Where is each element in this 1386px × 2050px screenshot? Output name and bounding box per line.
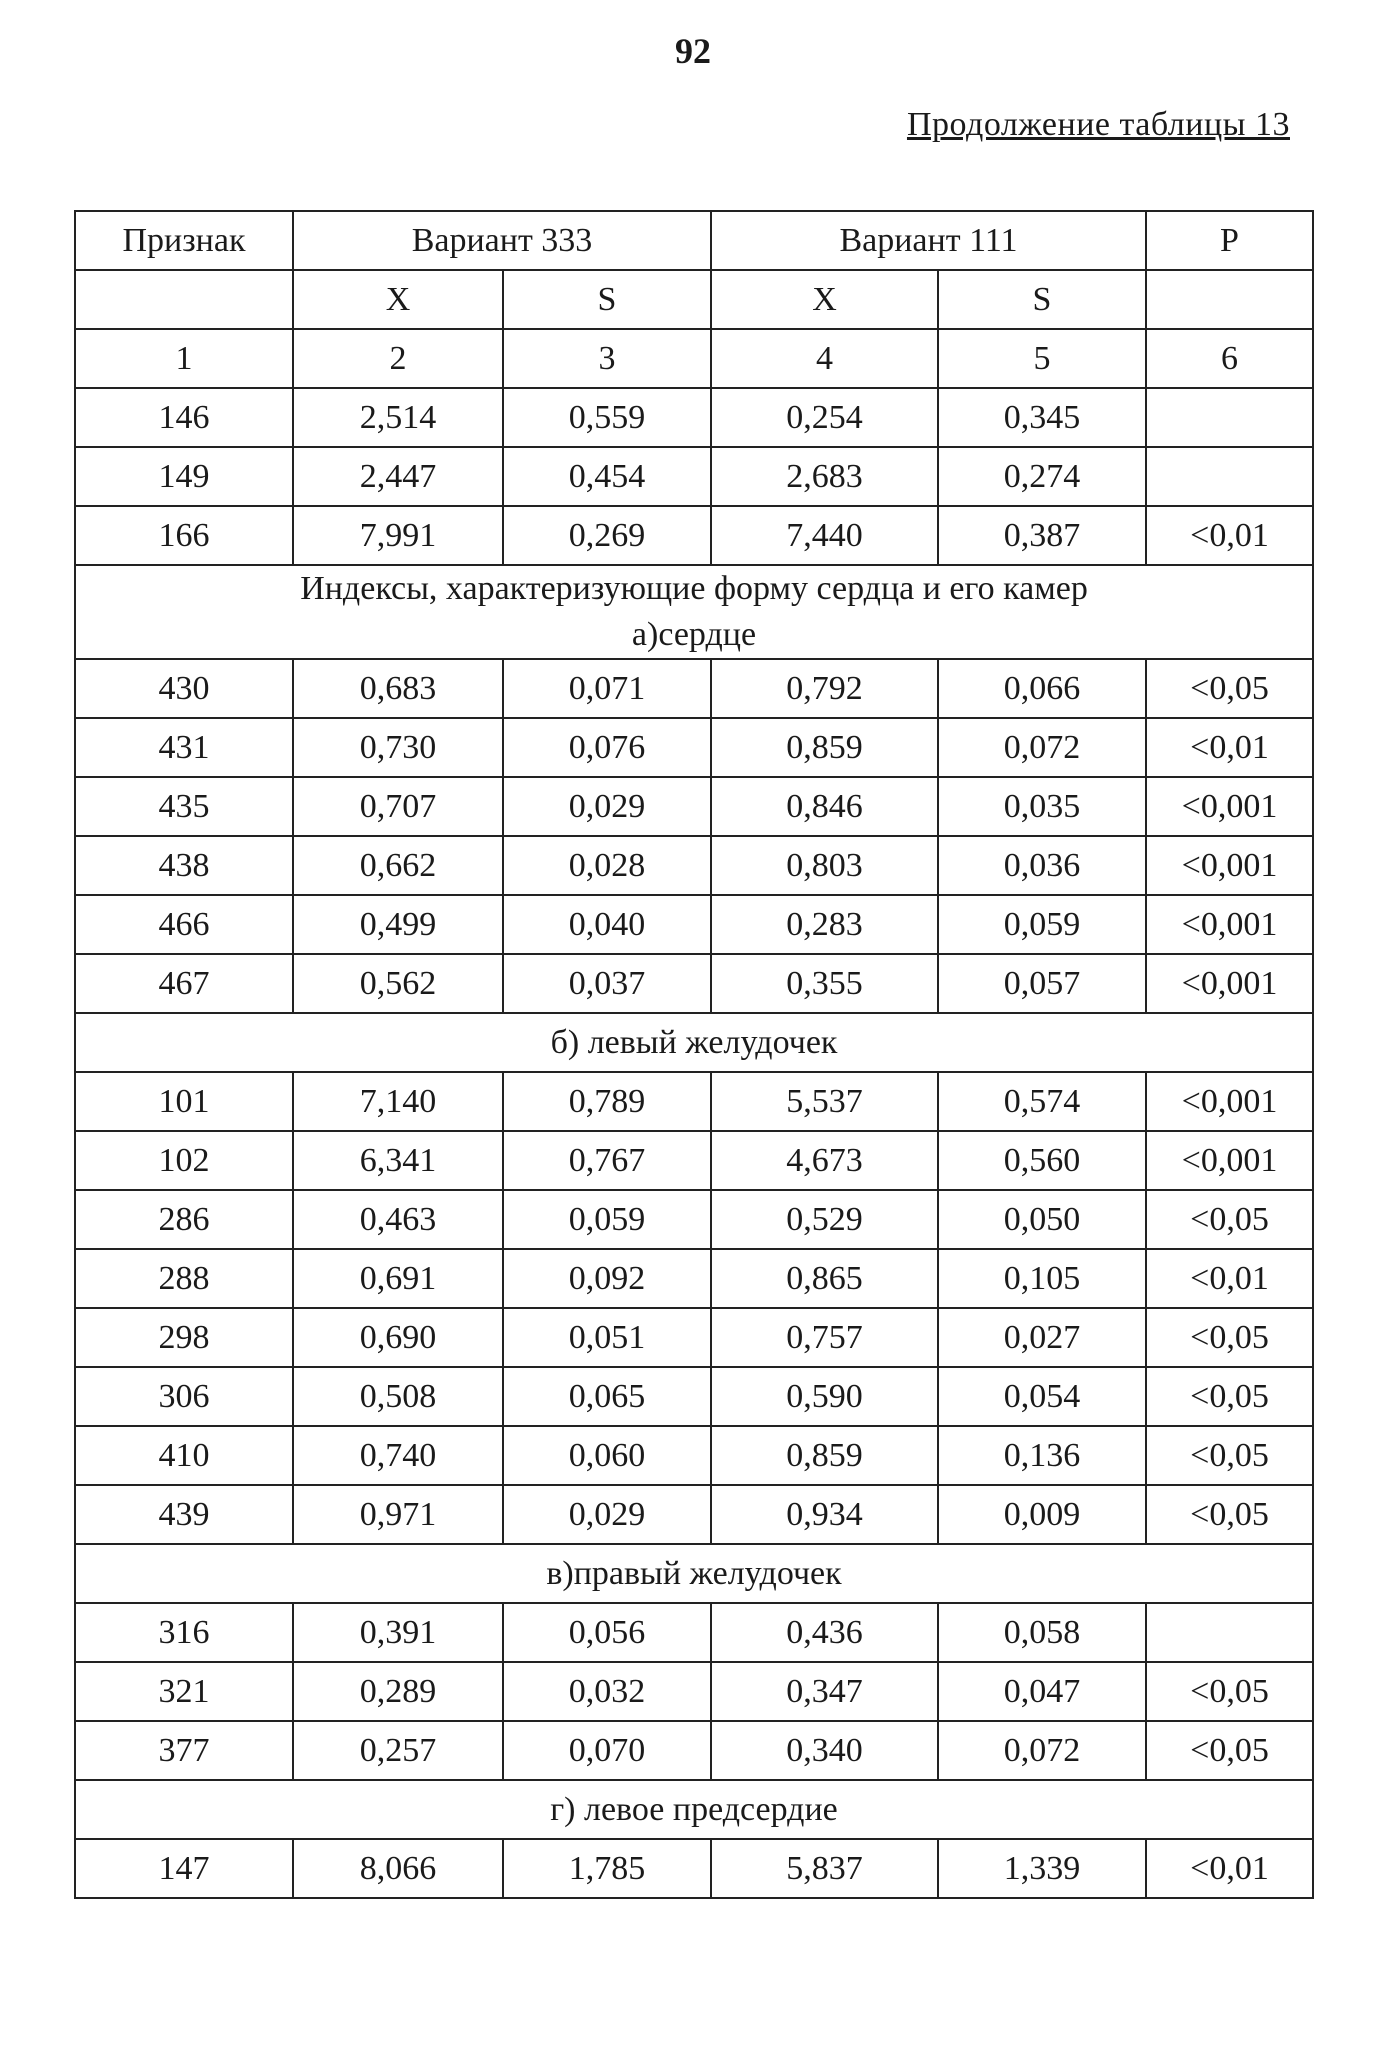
- s-b-cell: 0,027: [938, 1308, 1146, 1367]
- feature-cell: 288: [75, 1249, 293, 1308]
- s-b-cell: 1,339: [938, 1839, 1146, 1898]
- s-a-cell: 0,029: [503, 777, 711, 836]
- section-title-row: [75, 1013, 1313, 1072]
- x-b-cell: 0,340: [711, 1721, 938, 1780]
- table-row: [75, 1190, 1313, 1249]
- table-row: [75, 506, 1313, 565]
- section-title-row: [75, 1544, 1313, 1603]
- x-a-cell: 7,140: [293, 1072, 503, 1131]
- s-a-cell: 0,071: [503, 659, 711, 718]
- s-b-cell: 0,057: [938, 954, 1146, 1013]
- header-row-1: [75, 211, 1313, 270]
- header-row-numbers: [75, 329, 1313, 388]
- table-row: [75, 954, 1313, 1013]
- s-a-cell: 0,051: [503, 1308, 711, 1367]
- column-number: 2: [293, 329, 503, 388]
- p-cell: <0,001: [1146, 954, 1313, 1013]
- x-b-cell: 0,803: [711, 836, 938, 895]
- table-row: [75, 718, 1313, 777]
- data-table: [74, 210, 1314, 1899]
- feature-cell: 147: [75, 1839, 293, 1898]
- x-b-cell: 0,590: [711, 1367, 938, 1426]
- feature-cell: 439: [75, 1485, 293, 1544]
- p-cell: <0,01: [1146, 718, 1313, 777]
- column-number: 4: [711, 329, 938, 388]
- x-b-cell: 0,254: [711, 388, 938, 447]
- table-row: [75, 1721, 1313, 1780]
- p-cell: <0,05: [1146, 1662, 1313, 1721]
- section-title: б) левый желудочек: [75, 1013, 1313, 1072]
- p-cell: <0,01: [1146, 1839, 1313, 1898]
- s-b-cell: 0,136: [938, 1426, 1146, 1485]
- feature-cell: 101: [75, 1072, 293, 1131]
- s-a-cell: 0,040: [503, 895, 711, 954]
- feature-cell: 306: [75, 1367, 293, 1426]
- x-a-cell: 0,289: [293, 1662, 503, 1721]
- x-a-cell: 7,991: [293, 506, 503, 565]
- p-cell: <0,01: [1146, 1249, 1313, 1308]
- section-title-row: [75, 565, 1313, 612]
- p-cell: <0,05: [1146, 1426, 1313, 1485]
- table-row: [75, 447, 1313, 506]
- x-b-cell: 4,673: [711, 1131, 938, 1190]
- x-a-cell: 0,508: [293, 1367, 503, 1426]
- table-row: [75, 659, 1313, 718]
- column-number: 3: [503, 329, 711, 388]
- table-row: [75, 1249, 1313, 1308]
- p-cell: <0,05: [1146, 1721, 1313, 1780]
- feature-cell: 410: [75, 1426, 293, 1485]
- p-cell: <0,05: [1146, 1485, 1313, 1544]
- header-variant-a: Вариант 333: [293, 211, 711, 270]
- table-row: [75, 777, 1313, 836]
- x-a-cell: 0,971: [293, 1485, 503, 1544]
- x-a-cell: 0,730: [293, 718, 503, 777]
- x-a-cell: 0,683: [293, 659, 503, 718]
- p-cell: <0,001: [1146, 1131, 1313, 1190]
- s-a-cell: 0,028: [503, 836, 711, 895]
- s-b-cell: 0,009: [938, 1485, 1146, 1544]
- column-number: 5: [938, 329, 1146, 388]
- x-a-cell: 2,447: [293, 447, 503, 506]
- p-cell: <0,001: [1146, 1072, 1313, 1131]
- x-a-cell: 8,066: [293, 1839, 503, 1898]
- s-b-cell: 0,050: [938, 1190, 1146, 1249]
- x-a-cell: 0,257: [293, 1721, 503, 1780]
- s-a-cell: 0,032: [503, 1662, 711, 1721]
- p-cell: <0,05: [1146, 1308, 1313, 1367]
- section-title: в)правый желудочек: [75, 1544, 1313, 1603]
- x-a-cell: 6,341: [293, 1131, 503, 1190]
- feature-cell: 467: [75, 954, 293, 1013]
- table-row: [75, 1308, 1313, 1367]
- s-b-cell: 0,058: [938, 1603, 1146, 1662]
- s-a-cell: 0,076: [503, 718, 711, 777]
- x-b-cell: 0,757: [711, 1308, 938, 1367]
- header-s-b: S: [938, 270, 1146, 329]
- s-b-cell: 0,345: [938, 388, 1146, 447]
- p-cell: <0,001: [1146, 836, 1313, 895]
- header-empty-cell: [1146, 270, 1313, 329]
- s-a-cell: 1,785: [503, 1839, 711, 1898]
- s-a-cell: 0,559: [503, 388, 711, 447]
- header-x-b: X: [711, 270, 938, 329]
- header-row-2: [75, 270, 1313, 329]
- feature-cell: 321: [75, 1662, 293, 1721]
- s-a-cell: 0,092: [503, 1249, 711, 1308]
- table-row: [75, 1485, 1313, 1544]
- feature-cell: 149: [75, 447, 293, 506]
- s-a-cell: 0,454: [503, 447, 711, 506]
- table-row: [75, 1426, 1313, 1485]
- s-a-cell: 0,269: [503, 506, 711, 565]
- x-b-cell: 5,837: [711, 1839, 938, 1898]
- table-row: [75, 1131, 1313, 1190]
- section-title: а)сердце: [75, 612, 1313, 659]
- s-b-cell: 0,054: [938, 1367, 1146, 1426]
- feature-cell: 166: [75, 506, 293, 565]
- x-b-cell: 0,859: [711, 718, 938, 777]
- column-number: 1: [75, 329, 293, 388]
- table-row: [75, 388, 1313, 447]
- s-b-cell: 0,105: [938, 1249, 1146, 1308]
- feature-cell: 438: [75, 836, 293, 895]
- s-b-cell: 0,035: [938, 777, 1146, 836]
- section-title: г) левое предсердие: [75, 1780, 1313, 1839]
- s-a-cell: 0,060: [503, 1426, 711, 1485]
- x-b-cell: 0,846: [711, 777, 938, 836]
- header-variant-b: Вариант 111: [711, 211, 1146, 270]
- s-a-cell: 0,065: [503, 1367, 711, 1426]
- section-title-row: [75, 612, 1313, 659]
- s-b-cell: 0,066: [938, 659, 1146, 718]
- table-row: [75, 1603, 1313, 1662]
- s-a-cell: 0,029: [503, 1485, 711, 1544]
- table-row: [75, 895, 1313, 954]
- table-row: [75, 1662, 1313, 1721]
- feature-cell: 102: [75, 1131, 293, 1190]
- x-b-cell: 2,683: [711, 447, 938, 506]
- header-s-a: S: [503, 270, 711, 329]
- feature-cell: 286: [75, 1190, 293, 1249]
- x-a-cell: 0,391: [293, 1603, 503, 1662]
- s-a-cell: 0,056: [503, 1603, 711, 1662]
- s-b-cell: 0,387: [938, 506, 1146, 565]
- s-a-cell: 0,070: [503, 1721, 711, 1780]
- table-body: [75, 211, 1313, 1898]
- x-b-cell: 0,347: [711, 1662, 938, 1721]
- feature-cell: 316: [75, 1603, 293, 1662]
- section-title: Индексы, характеризующие форму сердца и его камер: [75, 565, 1313, 612]
- header-x-a: X: [293, 270, 503, 329]
- x-a-cell: 0,662: [293, 836, 503, 895]
- s-b-cell: 0,574: [938, 1072, 1146, 1131]
- feature-cell: 466: [75, 895, 293, 954]
- x-b-cell: 7,440: [711, 506, 938, 565]
- feature-cell: 430: [75, 659, 293, 718]
- x-b-cell: 0,355: [711, 954, 938, 1013]
- feature-cell: 431: [75, 718, 293, 777]
- s-a-cell: 0,059: [503, 1190, 711, 1249]
- x-a-cell: 0,690: [293, 1308, 503, 1367]
- s-b-cell: 0,047: [938, 1662, 1146, 1721]
- p-cell: <0,05: [1146, 1367, 1313, 1426]
- x-a-cell: 0,562: [293, 954, 503, 1013]
- feature-cell: 377: [75, 1721, 293, 1780]
- s-a-cell: 0,767: [503, 1131, 711, 1190]
- x-b-cell: 0,283: [711, 895, 938, 954]
- feature-cell: 435: [75, 777, 293, 836]
- p-cell: <0,001: [1146, 777, 1313, 836]
- x-b-cell: 0,859: [711, 1426, 938, 1485]
- continuation-title: Продолжение таблицы 13: [906, 106, 1290, 143]
- p-cell: [1146, 388, 1313, 447]
- x-b-cell: 0,436: [711, 1603, 938, 1662]
- header-empty-cell: [75, 270, 293, 329]
- x-a-cell: 0,499: [293, 895, 503, 954]
- p-cell: [1146, 447, 1313, 506]
- s-b-cell: 0,072: [938, 718, 1146, 777]
- section-title-row: [75, 1780, 1313, 1839]
- feature-cell: 298: [75, 1308, 293, 1367]
- s-b-cell: 0,274: [938, 447, 1146, 506]
- p-cell: <0,05: [1146, 1190, 1313, 1249]
- s-b-cell: 0,560: [938, 1131, 1146, 1190]
- x-b-cell: 0,865: [711, 1249, 938, 1308]
- p-cell: <0,001: [1146, 895, 1313, 954]
- x-b-cell: 0,792: [711, 659, 938, 718]
- s-a-cell: 0,037: [503, 954, 711, 1013]
- header-p: Р: [1146, 211, 1313, 270]
- table-row: [75, 1072, 1313, 1131]
- p-cell: [1146, 1603, 1313, 1662]
- x-a-cell: 0,691: [293, 1249, 503, 1308]
- s-b-cell: 0,072: [938, 1721, 1146, 1780]
- x-a-cell: 0,740: [293, 1426, 503, 1485]
- s-b-cell: 0,059: [938, 895, 1146, 954]
- x-a-cell: 0,707: [293, 777, 503, 836]
- feature-cell: 146: [75, 388, 293, 447]
- p-cell: <0,01: [1146, 506, 1313, 565]
- x-b-cell: 0,529: [711, 1190, 938, 1249]
- table-row: [75, 836, 1313, 895]
- table-row: [75, 1367, 1313, 1426]
- x-b-cell: 5,537: [711, 1072, 938, 1131]
- s-a-cell: 0,789: [503, 1072, 711, 1131]
- p-cell: <0,05: [1146, 659, 1313, 718]
- x-a-cell: 2,514: [293, 388, 503, 447]
- header-feature: Признак: [75, 211, 293, 270]
- page-number: 92: [675, 31, 711, 71]
- x-b-cell: 0,934: [711, 1485, 938, 1544]
- table-row: [75, 1839, 1313, 1898]
- column-number: 6: [1146, 329, 1313, 388]
- x-a-cell: 0,463: [293, 1190, 503, 1249]
- s-b-cell: 0,036: [938, 836, 1146, 895]
